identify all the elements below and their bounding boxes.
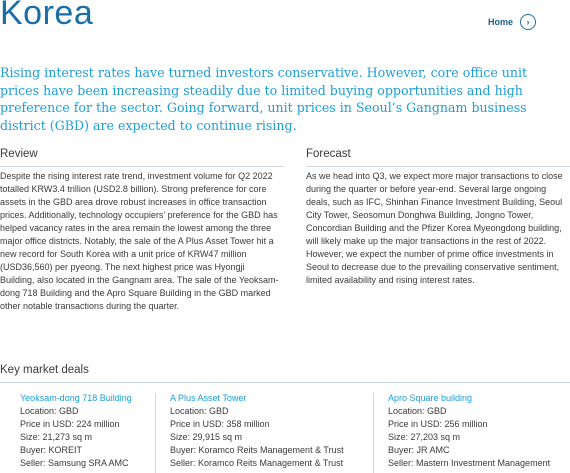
deal-card — [20, 392, 132, 470]
deal-buyer: Buyer: Koramco Reits Management & Trust — [170, 445, 344, 455]
review-text: Despite the rising interest rate trend, investment volume for Q2 2022 totalled KRW3.4 trillion (USD2.8 billion). Strong preference for core assets in the GBD area drove robust increases in office transaction prices. Additionally, technology occupiers’ preference for the GBD has helped vacancy rates in the area remain the lowest among the three major office districts. Notably, the sale of the A Plus Asset Tower hit a new record for South Korea with a unit price of KRW47 million (USD36,560) per pyeong. The next highest price was Hyongji Building, also located in the Gangnam area. The sale of the Yeoksam-dong 718 Building and the Apro Square Building in the GBD marked other notable transactions during the quarter. — [0, 171, 279, 311]
deal-price: Price in USD: 256 million — [388, 419, 488, 429]
deal-name-link[interactable]: Apro Square building — [388, 393, 473, 403]
home-link[interactable] — [488, 14, 536, 30]
deal-card — [170, 392, 344, 470]
deal-buyer: Buyer: JR AMC — [388, 445, 450, 455]
deal-size: Size: 27,203 sq m — [388, 432, 461, 442]
deal-buyer: Buyer: KOREIT — [20, 445, 83, 455]
deal-size: Size: 29,915 sq m — [170, 432, 243, 442]
forecast-heading: Forecast — [306, 148, 351, 160]
deal-separator — [155, 393, 156, 473]
deal-price: Price in USD: 358 million — [170, 419, 270, 429]
deal-location: Location: GBD — [170, 406, 229, 416]
deal-location: Location: GBD — [20, 406, 79, 416]
deal-separator — [373, 393, 374, 473]
review-divider — [0, 166, 284, 167]
page-title: Korea — [0, 0, 94, 32]
key-deals-heading: Key market deals — [0, 364, 89, 376]
deal-name-link[interactable]: A Plus Asset Tower — [170, 393, 247, 403]
deal-seller: Seller: Koramco Reits Management & Trust — [170, 458, 344, 468]
deal-seller: Seller: Samsung SRA AMC — [20, 458, 129, 468]
deal-price: Price in USD: 224 million — [20, 419, 120, 429]
lead-summary: Rising interest rates have turned investors conservative. However, core office unit prices have been increasing steadily due to limited buying opportunities and high preference for the sector. Going forward, unit prices in Seoul’s Gangnam business district (GBD) are expected to continue rising. — [0, 65, 528, 133]
deal-location: Location: GBD — [388, 406, 447, 416]
deal-seller: Seller: Mastern Investment Management — [388, 458, 551, 468]
deal-size: Size: 21,273 sq m — [20, 432, 93, 442]
key-deals-divider — [0, 382, 570, 383]
deal-name-link[interactable]: Yeoksam-dong 718 Building — [20, 393, 132, 403]
forecast-text: As we head into Q3, we expect more major transactions to close during the quarter or before year-end. Several large ongoing deals, such as IFC, Shinhan Finance Investment Building, Seoul City Tower, Seosomun Donghwa Building, Jongno Tower, Concordian Building and the Pfizer Korea Myeongdong building, will likely make up the major transactions in the rest of 2022. However, we expect the number of prime office investments in Seoul to decrease due to the prevailing conservative sentiment, limited availability and rising interest rates. — [306, 171, 563, 285]
forecast-divider — [306, 166, 570, 167]
deal-card — [388, 392, 550, 470]
home-label: Home — [487, 17, 513, 27]
chevron-right-icon: › — [520, 14, 536, 30]
review-heading: Review — [0, 148, 38, 160]
